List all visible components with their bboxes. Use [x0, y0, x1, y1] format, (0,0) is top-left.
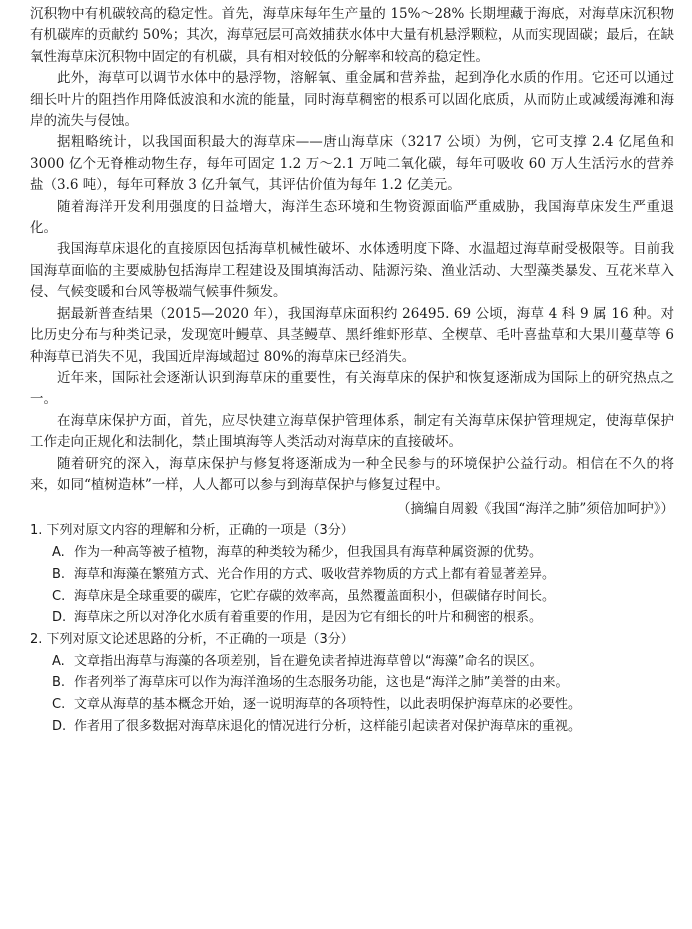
question-1 — [30, 520, 674, 628]
option-label: A. — [52, 653, 65, 669]
option-text: 海草床之所以对净化水质有着重要的作用，是因为它有细长的叶片和稠密的根系。 — [74, 610, 543, 626]
question-stem: 2. 下列对原文论述思路的分析，不正确的一项是（3分） — [30, 631, 354, 647]
article-source: （摘编自周毅《我国“海洋之肺”须倍加呵护》） — [396, 501, 674, 518]
article-paragraph: 随着研究的深入，海草床保护与修复将逐渐成为一种全民参与的环境保护公益行动。相信在不久的将来，如同“植树造林”一样，人人都可以参与到海草保护与修复过程中。 — [30, 455, 674, 493]
article-body — [30, 4, 674, 520]
answer-option-b[interactable] — [52, 672, 674, 694]
article-paragraph: 我国海草床退化的直接原因包括海草机械性破坏、水体透明度下降、水温超过海草耐受极限等。目前我国海草面临的主要威胁包括海岸工程建设及围填海活动、陆源污染、渔业活动、大型藻类暴发、互花米草入侵、气候变暖和台风等极端气候事件频发。 — [30, 241, 674, 301]
question-stem: 1. 下列对原文内容的理解和分析，正确的一项是（3分） — [30, 523, 354, 539]
option-label: D. — [52, 610, 67, 626]
question-list — [30, 520, 674, 737]
option-text: 文章从海草的基本概念开始，逐一说明海草的各项特性，以此表明保护海草床的必要性。 — [74, 696, 582, 712]
answer-option-b[interactable] — [52, 564, 674, 586]
article-paragraph: 此外，海草可以调节水体中的悬浮物，溶解氧、重金属和营养盐，起到净化水质的作用。它还可以通过细长叶片的阻挡作用降低波浪和水流的能量，同时海草稠密的根系可以固化底质，从而防止或减缓海滩和海岸的流失与侵蚀。 — [30, 70, 674, 130]
answer-option-d[interactable] — [52, 716, 674, 738]
article-paragraph: 在海草床保护方面，首先，应尽快建立海草保护管理体系，制定有关海草床保护管理规定，使海草保护工作走向正规化和法制化，禁止围填海等人类活动对海草床的直接破坏。 — [30, 412, 674, 451]
option-text: 海草床是全球重要的碳库，它贮存碳的效率高，虽然覆盖面积小，但碳储存时间长。 — [74, 588, 556, 604]
option-text: 文章指出海草与海藻的各项差别，旨在避免读者掉进海草曾以“海藻”命名的误区。 — [74, 653, 543, 669]
answer-option-c[interactable] — [52, 694, 674, 716]
question-2 — [30, 629, 674, 737]
option-text: 海草和海藻在繁殖方式、光合作用的方式、吸收营养物质的方式上都有着显著差异。 — [74, 566, 556, 582]
article-paragraph: 近年来，国际社会逐渐认识到海草床的重要性，有关海草床的保护和恢复逐渐成为国际上的研究热点之一。 — [30, 369, 674, 408]
answer-option-d[interactable] — [52, 607, 674, 629]
option-label: B. — [52, 675, 66, 691]
option-label: C. — [52, 696, 66, 712]
option-text: 作为一种高等被子植物，海草的种类较为稀少，但我国具有海草种属资源的优势。 — [74, 545, 543, 561]
article-paragraph: 据最新普查结果（2015—2020 年），我国海草床面积约 26495. 69 公顷，海草 4 科 9 属 16 种。对比历史分布与种类记录，发现宽叶鳗草、具茎鳗草、黑纤维虾形草、全楔草、毛叶喜盐草和大果川蔓草等 6 种海草已消失不见，我国近岸海域超过 80%的海草床已经消失。 — [30, 305, 674, 365]
answer-option-c[interactable] — [52, 586, 674, 608]
option-text: 作者列举了海草床可以作为海洋渔场的生态服务功能，这也是“海洋之肺”美誉的由来。 — [74, 675, 569, 691]
article-paragraph: 随着海洋开发利用强度的日益增大，海洋生态环境和生物资源面临严重威胁，我国海草床发生严重退化。 — [30, 198, 674, 237]
option-label: C. — [52, 588, 66, 604]
article-paragraph: 据粗略统计，以我国面积最大的海草床——唐山海草床（3217 公顷）为例，它可支撑 2.4 亿尾鱼和 3000 亿个无脊椎动物生存，每年可固定 1.2 万～2.1 万吨二氧化碳，每年可吸收 60 万人生活污水的营养盐（3.6 吨），每年可释放 3 亿升氧气，其评估价值为每年 1.2 亿美元。 — [30, 134, 674, 194]
answer-option-a[interactable] — [52, 651, 674, 673]
option-label: B. — [52, 566, 66, 582]
option-label: D. — [52, 718, 67, 734]
article-paragraph: 沉积物中有机碳较高的稳定性。首先，海草床每年生产量的 15%～28% 长期埋藏于海底，对海草床沉积物有机碳库的贡献约 50%；其次，海草冠层可高效捕获水体中大量有机悬浮颗粒，从而实现固碳；最后，在缺氧性海草床沉积物中固定的有机碳，具有相对较低的分解率和较高的稳定性。 — [30, 6, 674, 65]
answer-option-a[interactable] — [52, 542, 674, 564]
option-label: A. — [52, 545, 65, 561]
option-text: 作者用了很多数据对海草床退化的情况进行分析，这样能引起读者对保护海草床的重视。 — [74, 718, 582, 734]
